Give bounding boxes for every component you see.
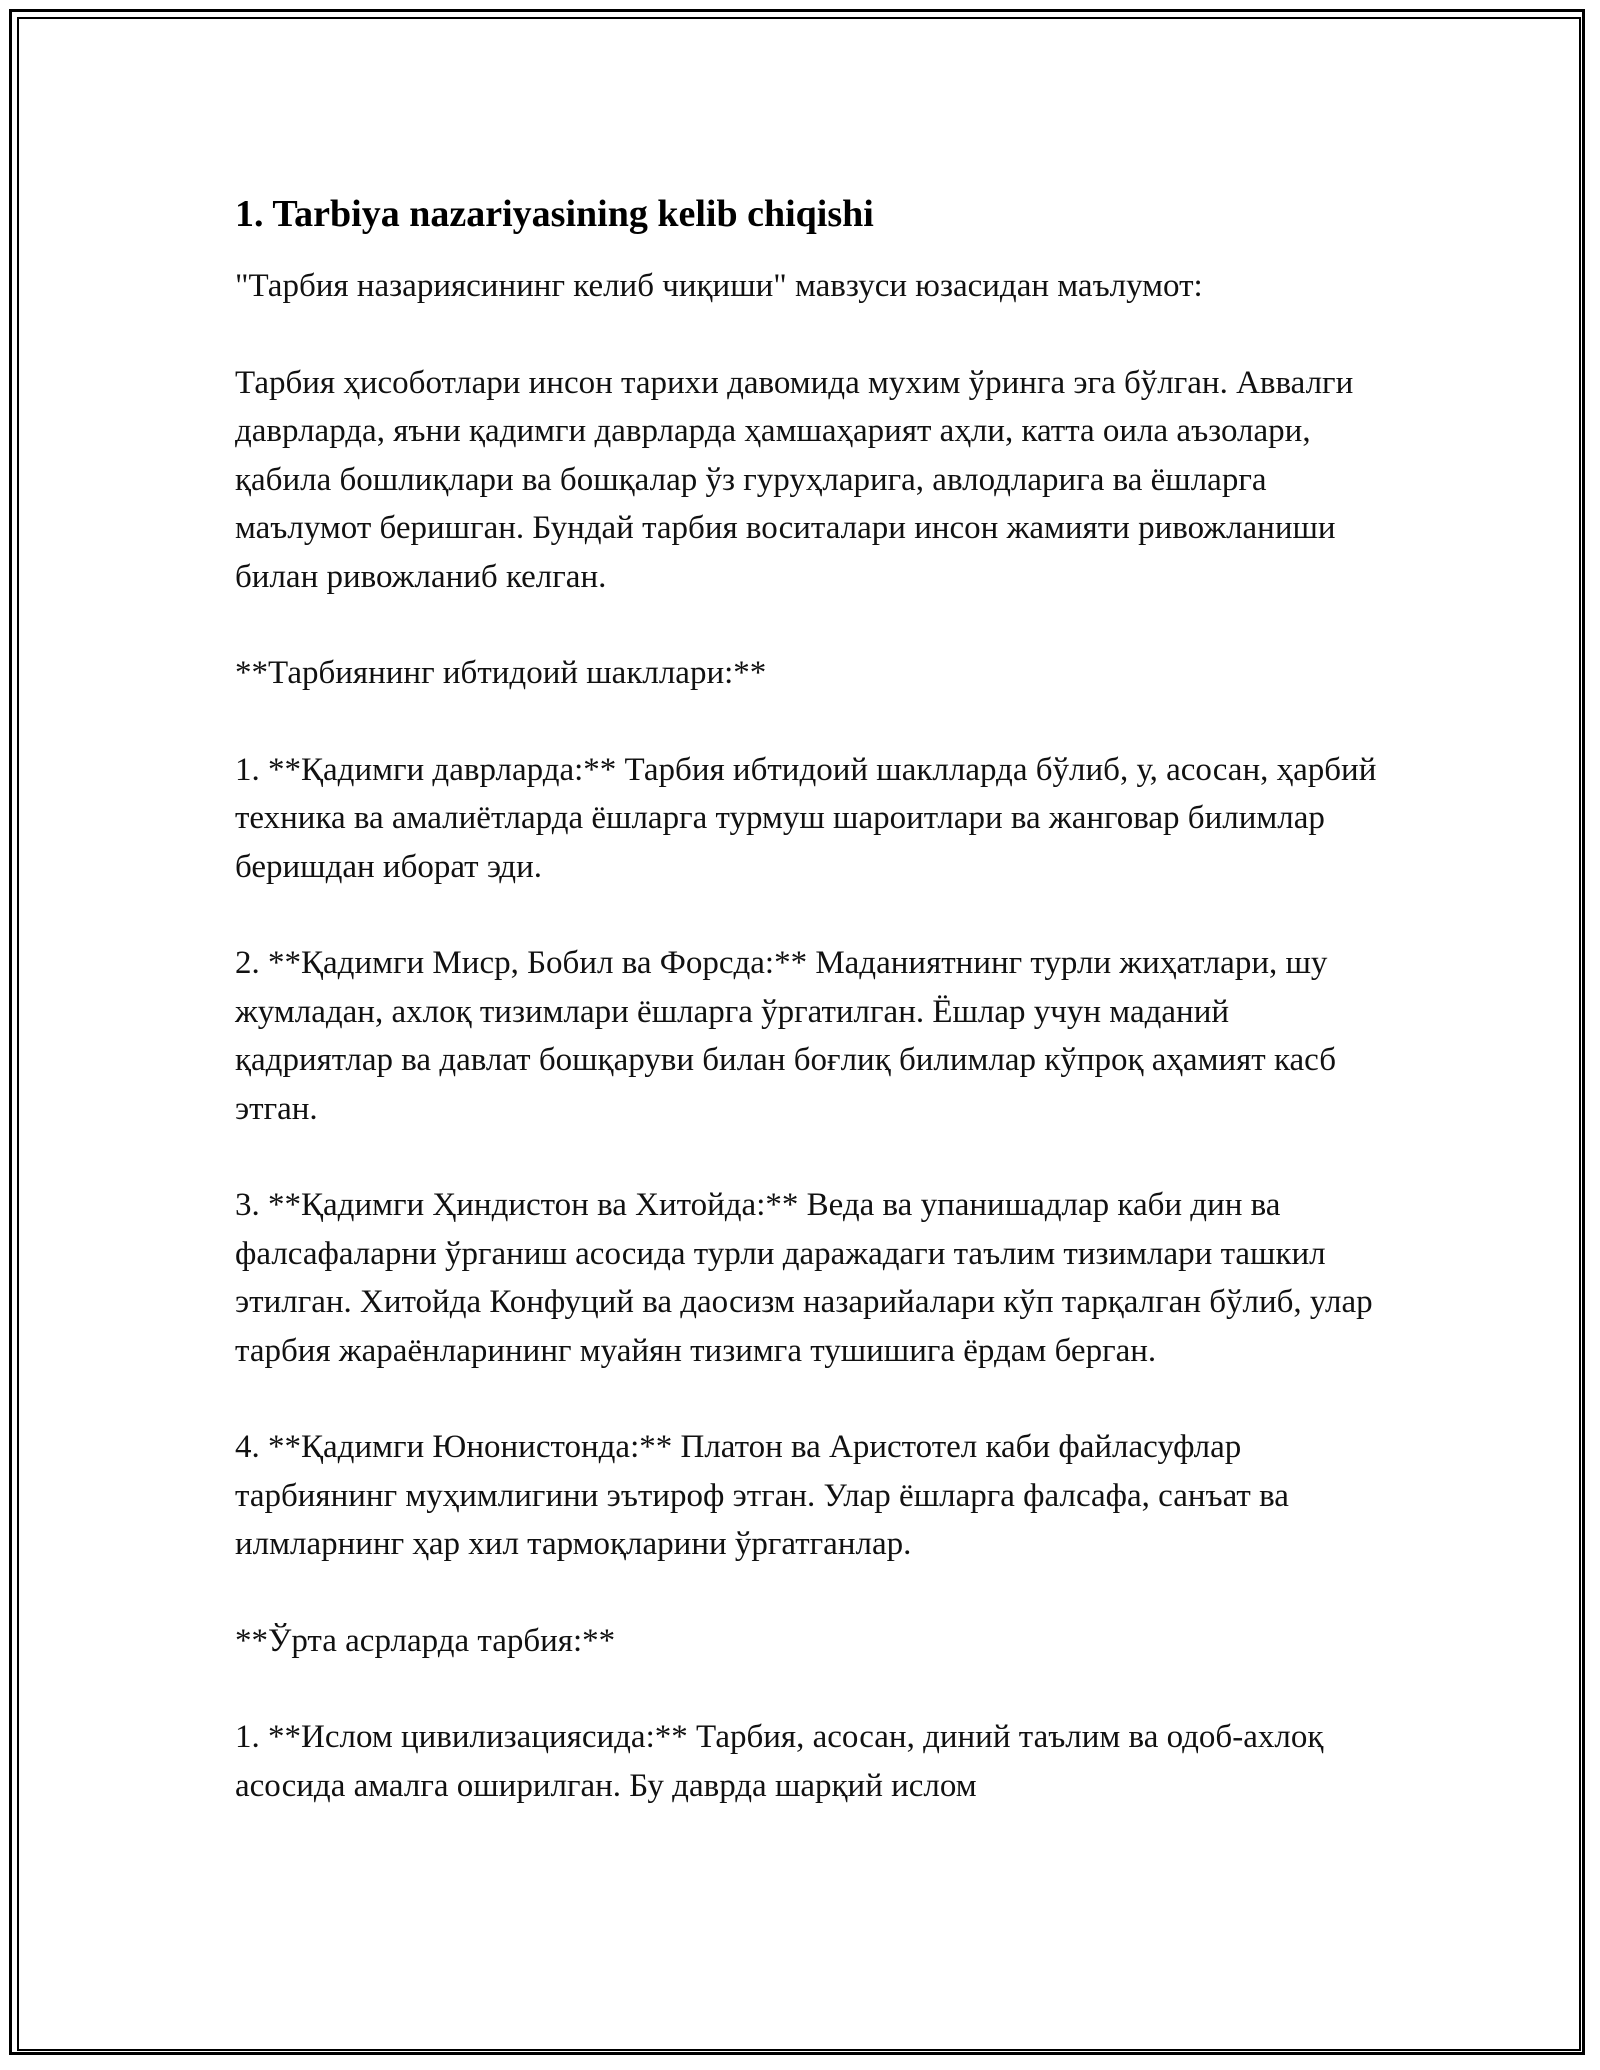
paragraph-intro: "Тарбия назариясининг келиб чиқиши" мавзуси юзасидан маълумот: — [235, 268, 1203, 304]
list-item-greece: 4. **Қадимги Юнонистонда:** Платон ва Аристотел каби файласуфлар тарбиянинг муҳимлигини эътироф этган. Улар ёшларга фалсафа, санъат ва илмларнинг ҳар хил тармоқларини ўргатганлар. — [235, 1429, 1289, 1562]
section-heading-primitive-forms: **Тарбиянинг ибтидоий шакллари:** — [235, 655, 767, 691]
list-item-egypt-babylon-persia: 2. **Қадимги Миср, Бобил ва Форсда:** Маданиятнинг турли жиҳатлари, шу жумладан, ахлоқ тизимлари ёшларга ўргатилган. Ёшлар учун маданий қадриятлар ва давлат бошқаруви билан боғлиқ билимлар кўпроқ аҳамият касб этган. — [235, 945, 1336, 1127]
list-item-ancient-times: 1. **Қадимги даврларда:** Тарбия ибтидоий шаклларда бўлиб, у, асосан, ҳарбий техника ва амалиётларда ёшларга турмуш шароитлари ва жанговар билимлар беришдан иборат эди. — [235, 751, 1377, 885]
list-item-islamic-civilization: 1. **Ислом цивилизациясида:** Тарбия, асосан, диний таълим ва одоб-ахлоқ асосида амалга оширилган. Бу даврда шарқий ислом — [235, 1719, 1324, 1804]
document-heading: 1. Tarbiya nazariyasining kelib chiqishi — [235, 193, 874, 235]
list-item-india-china: 3. **Қадимги Ҳиндистон ва Хитойда:** Веда ва упанишадлар каби дин ва фалсафаларни ўрганиш асосида турли даражадаги таълим тизимлари ташкил этилган. Хитойда Конфуций ва даосизм назарийалари кўп тарқалган бўлиб, улар тарбия жараёнларининг муайян тизимга тушишига ёрдам берган. — [235, 1187, 1373, 1369]
paragraph-overview: Тарбия ҳисоботлари инсон тарихи давомида мухим ўринга эга бўлган. Аввалги даврларда, яъни қадимги даврларда ҳамшаҳарият аҳли, катта оила аъзолари, қабила бошлиқлари ва бошқалар ўз гуруҳларига, авлодларига ва ёшларга маълумот беришган. Бундай тарбия воситалари инсон жамияти ривожланиши билан ривожланиб келган. — [235, 364, 1354, 595]
document-body — [235, 188, 1380, 1858]
section-heading-middle-ages: **Ўрта асрларда тарбия:** — [235, 1622, 616, 1659]
